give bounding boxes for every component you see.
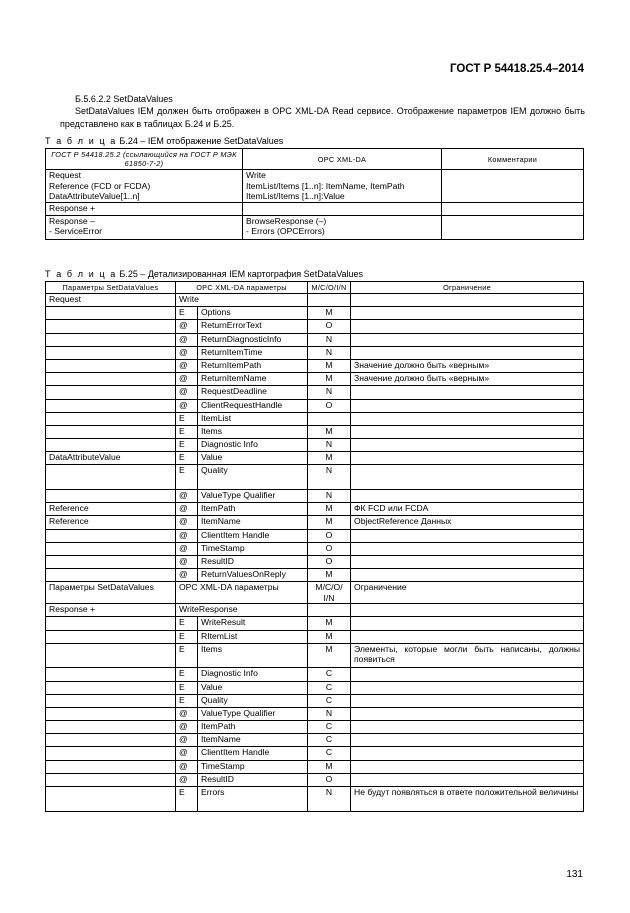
kind-cell: @ — [176, 359, 198, 372]
param-cell — [46, 346, 176, 359]
opc-param-cell: Options — [198, 307, 308, 320]
constraint-cell — [351, 747, 584, 760]
param-cell — [46, 555, 176, 568]
kind-cell: @ — [176, 320, 198, 333]
kind-cell: @ — [176, 734, 198, 747]
param-cell — [46, 399, 176, 412]
table-row — [46, 529, 584, 542]
table-row — [46, 516, 584, 529]
kind-cell: @ — [176, 346, 198, 359]
param-cell — [46, 307, 176, 320]
mcoin-cell: N — [308, 465, 351, 490]
section-heading: Б.5.6.2.2 SetDataValues — [75, 94, 173, 104]
param-cell: Параметры SetDataValues — [46, 582, 176, 604]
table-row — [46, 542, 584, 555]
param-cell: DataAttributeValue — [46, 452, 176, 465]
mcoin-cell — [308, 412, 351, 425]
opc-param-cell: ResultID — [198, 773, 308, 786]
param-cell: Reference — [46, 503, 176, 516]
mcoin-cell: M — [308, 425, 351, 438]
table-row — [46, 439, 584, 452]
opc-param-cell: RequestDeadline — [198, 386, 308, 399]
table-25-header-2: OPC XML-DA параметры — [176, 282, 308, 294]
constraint-cell — [351, 694, 584, 707]
mcoin-cell: N — [308, 787, 351, 812]
mcoin-cell: M — [308, 760, 351, 773]
kind-cell: @ — [176, 542, 198, 555]
table-row — [46, 747, 584, 760]
opc-param-cell: TimeStamp — [198, 760, 308, 773]
mcoin-cell: M — [308, 359, 351, 372]
param-cell — [46, 373, 176, 386]
kind-cell: E — [176, 307, 198, 320]
kind-cell: @ — [176, 516, 198, 529]
mcoin-cell: C — [308, 721, 351, 734]
opc-param-cell: RItemList — [198, 630, 308, 643]
constraint-cell — [351, 465, 584, 490]
kind-cell: @ — [176, 760, 198, 773]
mcoin-cell: M — [308, 307, 351, 320]
kind-cell: E — [176, 630, 198, 643]
kind-cell: @ — [176, 747, 198, 760]
opc-param-cell: Items — [198, 425, 308, 438]
param-cell — [46, 465, 176, 490]
table-row — [46, 707, 584, 720]
kind-cell: E — [176, 643, 198, 668]
table-row — [46, 170, 584, 203]
table-row — [46, 412, 584, 425]
mcoin-cell: O — [308, 542, 351, 555]
param-cell — [46, 721, 176, 734]
kind-cell: E — [176, 452, 198, 465]
constraint-cell — [351, 721, 584, 734]
opc-param-cell: OPC XML-DA параметры — [176, 582, 308, 604]
table-row — [46, 582, 584, 604]
table-cell — [442, 215, 584, 239]
table-25-body — [46, 294, 584, 812]
constraint-cell — [351, 604, 584, 617]
constraint-cell — [351, 489, 584, 502]
param-cell — [46, 694, 176, 707]
constraint-cell: Значение должно быть «верным» — [351, 373, 584, 386]
opc-param-cell: ReturnErrorText — [198, 320, 308, 333]
table-cell: Request Reference (FCD or FCDA) DataAttributeValue[1..n] — [46, 170, 243, 203]
opc-param-cell: ReturnDiagnosticInfo — [198, 333, 308, 346]
kind-cell: @ — [176, 555, 198, 568]
table-row — [46, 294, 584, 307]
param-cell — [46, 412, 176, 425]
constraint-cell: Значение должно быть «верным» — [351, 359, 584, 372]
constraint-cell — [351, 668, 584, 681]
constraint-cell — [351, 681, 584, 694]
constraint-cell — [351, 320, 584, 333]
opc-param-cell: ClientItem Handle — [198, 529, 308, 542]
opc-param-cell: Quality — [198, 465, 308, 490]
mcoin-cell: N — [308, 707, 351, 720]
kind-cell: @ — [176, 721, 198, 734]
table-row — [46, 604, 584, 617]
table-row — [46, 373, 584, 386]
param-cell — [46, 386, 176, 399]
opc-param-cell: Diagnostic Info — [198, 439, 308, 452]
param-cell — [46, 529, 176, 542]
opc-param-cell: Errors — [198, 787, 308, 812]
table-row — [46, 215, 584, 239]
mcoin-cell: M — [308, 516, 351, 529]
table-row — [46, 617, 584, 630]
param-cell — [46, 681, 176, 694]
table-row — [46, 681, 584, 694]
opc-param-cell: Items — [198, 643, 308, 668]
table-24-header-1: ГОСТ Р 54418.25.2 (ссылающийся на ГОСТ Р МЭК 61850-7-2) — [46, 149, 243, 170]
table-cell: Response + — [46, 202, 243, 215]
table-cell — [442, 170, 584, 203]
mcoin-cell — [308, 604, 351, 617]
kind-cell: E — [176, 425, 198, 438]
mcoin-cell: C — [308, 694, 351, 707]
param-cell — [46, 569, 176, 582]
table-row — [46, 694, 584, 707]
table-cell: Write ItemList/Items [1..n]: ItemName, ItemPath ItemList/Items [1..n]:Value — [243, 170, 442, 203]
mcoin-cell: M — [308, 630, 351, 643]
param-cell: Response + — [46, 604, 176, 617]
mcoin-cell: C — [308, 668, 351, 681]
table-row — [46, 359, 584, 372]
table-row — [46, 452, 584, 465]
caption-prefix: Т а б л и ц а — [45, 136, 117, 146]
mcoin-cell: O — [308, 773, 351, 786]
kind-cell: @ — [176, 399, 198, 412]
opc-param-cell: Quality — [198, 694, 308, 707]
table-row — [46, 773, 584, 786]
kind-cell: @ — [176, 373, 198, 386]
constraint-cell — [351, 555, 584, 568]
table-row — [46, 668, 584, 681]
table-25 — [45, 281, 584, 812]
constraint-cell — [351, 294, 584, 307]
mcoin-cell: O — [308, 320, 351, 333]
table-row — [46, 333, 584, 346]
kind-cell: E — [176, 465, 198, 490]
opc-param-cell: ItemName — [198, 734, 308, 747]
table-row — [46, 202, 584, 215]
kind-cell: E — [176, 668, 198, 681]
constraint-cell — [351, 542, 584, 555]
table-24-header-3: Комментарии — [442, 149, 584, 170]
table-row — [46, 399, 584, 412]
constraint-cell: ObjectReference Данных — [351, 516, 584, 529]
table-24-body — [46, 170, 584, 240]
param-cell — [46, 707, 176, 720]
table-25-header-1: Параметры SetDataValues — [46, 282, 176, 294]
constraint-cell: Ограничение — [351, 582, 584, 604]
mcoin-cell: M — [308, 569, 351, 582]
constraint-cell: Элементы, которые могли быть написаны, должны появиться — [351, 643, 584, 668]
constraint-cell — [351, 617, 584, 630]
table-row — [46, 489, 584, 502]
mcoin-cell: M — [308, 617, 351, 630]
table-row — [46, 555, 584, 568]
constraint-cell — [351, 333, 584, 346]
mcoin-cell: N — [308, 386, 351, 399]
page-number: 131 — [566, 869, 583, 880]
caption-text: Б.25 – Детализированная IEM картография SetDataValues — [116, 269, 364, 279]
table-25-header-3: M/C/O/I/N — [308, 282, 351, 294]
kind-cell: E — [176, 412, 198, 425]
constraint-cell — [351, 569, 584, 582]
constraint-cell — [351, 412, 584, 425]
param-cell — [46, 787, 176, 812]
constraint-cell — [351, 773, 584, 786]
param-cell — [46, 668, 176, 681]
opc-param-cell: Diagnostic Info — [198, 668, 308, 681]
table-row — [46, 386, 584, 399]
constraint-cell — [351, 346, 584, 359]
kind-cell: E — [176, 681, 198, 694]
opc-param-cell: WriteResponse — [176, 604, 308, 617]
mcoin-cell: C — [308, 747, 351, 760]
table-cell — [243, 202, 442, 215]
table-25-header-4: Ограничение — [351, 282, 584, 294]
param-cell — [46, 773, 176, 786]
mcoin-cell: O — [308, 529, 351, 542]
mcoin-cell: N — [308, 439, 351, 452]
table-row — [46, 643, 584, 668]
constraint-cell — [351, 760, 584, 773]
constraint-cell — [351, 439, 584, 452]
table-24 — [45, 148, 584, 240]
opc-param-cell: ItemPath — [198, 721, 308, 734]
mcoin-cell: M — [308, 452, 351, 465]
constraint-cell — [351, 630, 584, 643]
kind-cell: E — [176, 439, 198, 452]
constraint-cell: ФК FCD или FCDA — [351, 503, 584, 516]
table-row — [46, 307, 584, 320]
constraint-cell — [351, 399, 584, 412]
kind-cell: E — [176, 787, 198, 812]
opc-param-cell: ReturnItemTime — [198, 346, 308, 359]
opc-param-cell: ReturnItemPath — [198, 359, 308, 372]
table-row — [46, 760, 584, 773]
table-row — [46, 569, 584, 582]
param-cell — [46, 320, 176, 333]
opc-param-cell: ReturnItemName — [198, 373, 308, 386]
opc-param-cell: ItemList — [198, 412, 308, 425]
param-cell — [46, 425, 176, 438]
constraint-cell: Не будут появляться в ответе положительной величины — [351, 787, 584, 812]
kind-cell: @ — [176, 489, 198, 502]
mcoin-cell: M/C/O/ I/N — [308, 582, 351, 604]
param-cell: Reference — [46, 516, 176, 529]
kind-cell: @ — [176, 773, 198, 786]
table-row — [46, 630, 584, 643]
table-row — [46, 787, 584, 812]
param-cell — [46, 359, 176, 372]
constraint-cell — [351, 707, 584, 720]
opc-param-cell: ItemPath — [198, 503, 308, 516]
table-24-caption — [45, 136, 283, 146]
opc-param-cell: ClientItem Handle — [198, 747, 308, 760]
param-cell — [46, 333, 176, 346]
mcoin-cell: M — [308, 373, 351, 386]
opc-param-cell: WriteResult — [198, 617, 308, 630]
mcoin-cell: M — [308, 643, 351, 668]
constraint-cell — [351, 307, 584, 320]
constraint-cell — [351, 529, 584, 542]
table-row — [46, 465, 584, 490]
table-cell: BrowseResponse (–) - Errors (OPCErrors) — [243, 215, 442, 239]
document-header: ГОСТ Р 54418.25.4–2014 — [450, 63, 584, 75]
mcoin-cell: C — [308, 734, 351, 747]
table-24-header-2: OPC XML-DA — [243, 149, 442, 170]
param-cell — [46, 439, 176, 452]
param-cell — [46, 542, 176, 555]
opc-param-cell: ValueType Qualifier — [198, 707, 308, 720]
kind-cell: E — [176, 694, 198, 707]
section-body: SetDataValues IEM должен быть отображен в OPC XML-DA Read сервисе. Отображение параметров IEM должно быть представлено как в таблицах Б.24 и Б.25. — [60, 106, 585, 129]
mcoin-cell: N — [308, 333, 351, 346]
param-cell — [46, 617, 176, 630]
opc-param-cell: ReturnValuesOnReply — [198, 569, 308, 582]
table-row — [46, 503, 584, 516]
kind-cell: @ — [176, 707, 198, 720]
mcoin-cell: C — [308, 681, 351, 694]
table-row — [46, 721, 584, 734]
table-row — [46, 346, 584, 359]
constraint-cell — [351, 734, 584, 747]
caption-prefix: Т а б л и ц а — [45, 269, 117, 279]
table-row — [46, 320, 584, 333]
param-cell: Request — [46, 294, 176, 307]
opc-param-cell: Value — [198, 452, 308, 465]
table-row — [46, 734, 584, 747]
table-row — [46, 425, 584, 438]
param-cell — [46, 747, 176, 760]
kind-cell: @ — [176, 503, 198, 516]
constraint-cell — [351, 425, 584, 438]
kind-cell: @ — [176, 529, 198, 542]
opc-param-cell: ItemName — [198, 516, 308, 529]
mcoin-cell: O — [308, 399, 351, 412]
table-cell: Response – - ServiceError — [46, 215, 243, 239]
param-cell — [46, 734, 176, 747]
opc-param-cell: ValueType Qualifier — [198, 489, 308, 502]
param-cell — [46, 760, 176, 773]
param-cell — [46, 489, 176, 502]
opc-param-cell: TimeStamp — [198, 542, 308, 555]
table-25-caption — [45, 269, 363, 279]
table-cell — [442, 202, 584, 215]
kind-cell: E — [176, 617, 198, 630]
opc-param-cell: ResultID — [198, 555, 308, 568]
mcoin-cell — [308, 294, 351, 307]
constraint-cell — [351, 452, 584, 465]
kind-cell: @ — [176, 333, 198, 346]
param-cell — [46, 630, 176, 643]
kind-cell: @ — [176, 569, 198, 582]
param-cell — [46, 643, 176, 668]
opc-param-cell: ClientRequestHandle — [198, 399, 308, 412]
opc-param-cell: Value — [198, 681, 308, 694]
mcoin-cell: N — [308, 489, 351, 502]
opc-param-cell: Write — [176, 294, 308, 307]
constraint-cell — [351, 386, 584, 399]
caption-text: Б.24 – IEM отображение SetDataValues — [116, 136, 284, 146]
kind-cell: @ — [176, 386, 198, 399]
mcoin-cell: O — [308, 555, 351, 568]
mcoin-cell: N — [308, 346, 351, 359]
mcoin-cell: M — [308, 503, 351, 516]
